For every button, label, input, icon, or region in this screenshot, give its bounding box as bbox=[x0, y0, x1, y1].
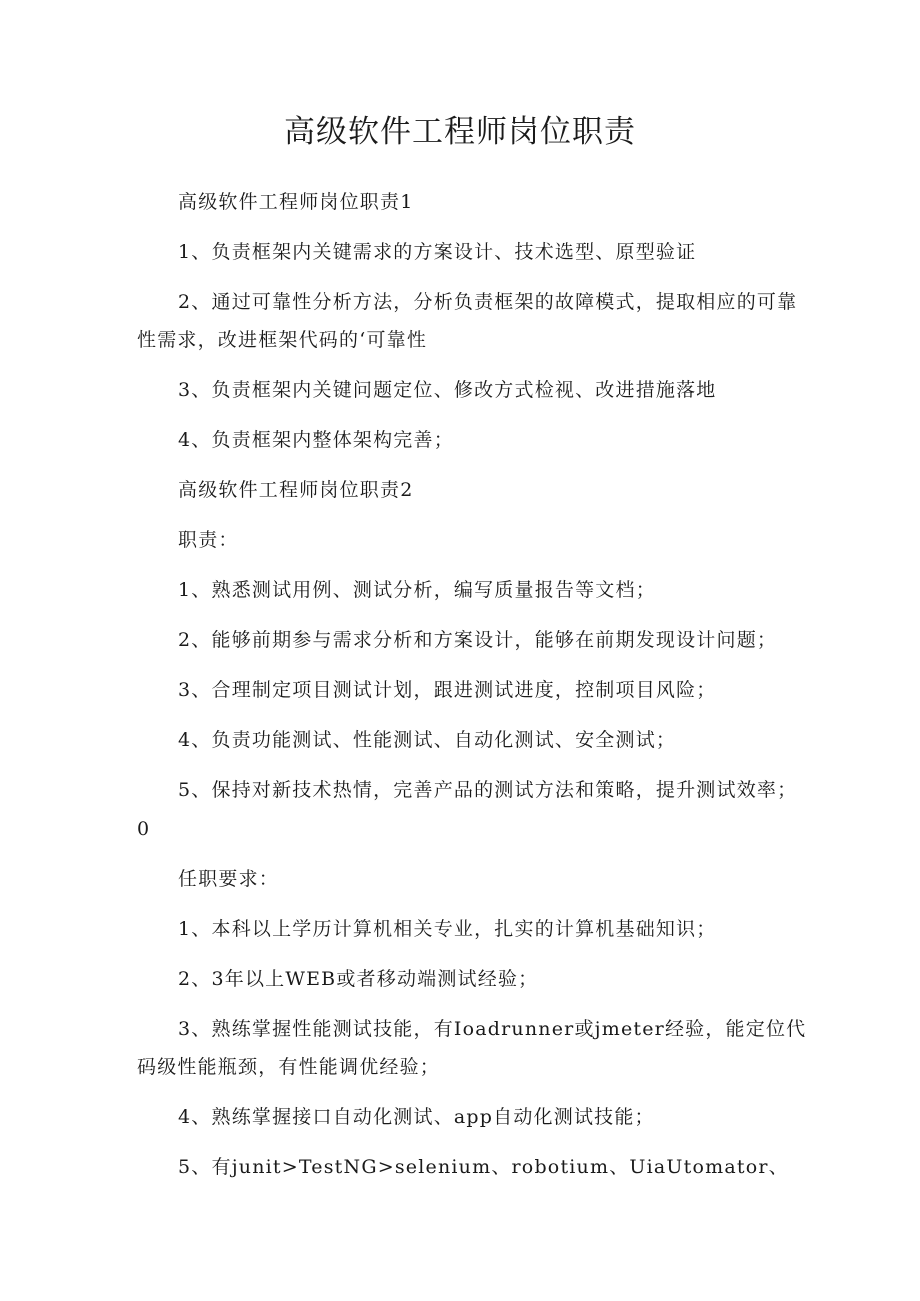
section1-item-2-line2: 性需求，改进框架代码的‘可靠性 bbox=[137, 329, 428, 351]
duty-item-1: 1、熟悉测试用例、测试分析，编写质量报告等文档； bbox=[178, 579, 656, 601]
duty-item-4: 4、负责功能测试、性能测试、自动化测试、安全测试； bbox=[178, 729, 677, 751]
requirement-item-1: 1、本科以上学历计算机相关专业，扎实的计算机基础知识； bbox=[178, 918, 717, 940]
section2-heading: 高级软件工程师岗位职责2 bbox=[178, 479, 414, 501]
section1-item-3: 3、负责框架内关键问题定位、修改方式检视、改进措施落地 bbox=[178, 379, 717, 401]
duties-label: 职责： bbox=[178, 529, 239, 551]
requirement-item-3-line2: 码级性能瓶颈，有性能调优经验； bbox=[137, 1056, 441, 1078]
duty-item-2: 2、能够前期参与需求分析和方案设计，能够在前期发现设计问题； bbox=[178, 629, 778, 651]
section1-heading: 高级软件工程师岗位职责1 bbox=[178, 191, 414, 213]
page-title: 高级软件工程师岗位职责 bbox=[284, 114, 636, 150]
requirements-label: 任职要求： bbox=[178, 868, 280, 890]
section1-item-1: 1、负责框架内关键需求的方案设计、技术选型、原型验证 bbox=[178, 241, 697, 263]
requirement-item-3-line1: 3、熟练掌握性能测试技能，有Ioadrunner或jmeter经验，能定位代 bbox=[178, 1018, 807, 1040]
duty-item-5-line2: 0 bbox=[137, 818, 151, 840]
requirement-item-5: 5、有junit>TestNG>selenium、robotium、UiaUtomator、 bbox=[178, 1156, 789, 1178]
section1-item-2-line1: 2、通过可靠性分析方法，分析负责框架的故障模式，提取相应的可靠 bbox=[178, 291, 798, 313]
duty-item-3: 3、合理制定项目测试计划，跟进测试进度，控制项目风险； bbox=[178, 679, 717, 701]
duty-item-5-line1: 5、保持对新技术热情，完善产品的测试方法和策略，提升测试效率； bbox=[178, 779, 798, 801]
requirement-item-2: 2、3年以上WEB或者移动端测试经验； bbox=[178, 968, 539, 990]
section1-item-4: 4、负责框架内整体架构完善； bbox=[178, 429, 454, 451]
requirement-item-4: 4、熟练掌握接口自动化测试、app自动化测试技能； bbox=[178, 1106, 655, 1128]
